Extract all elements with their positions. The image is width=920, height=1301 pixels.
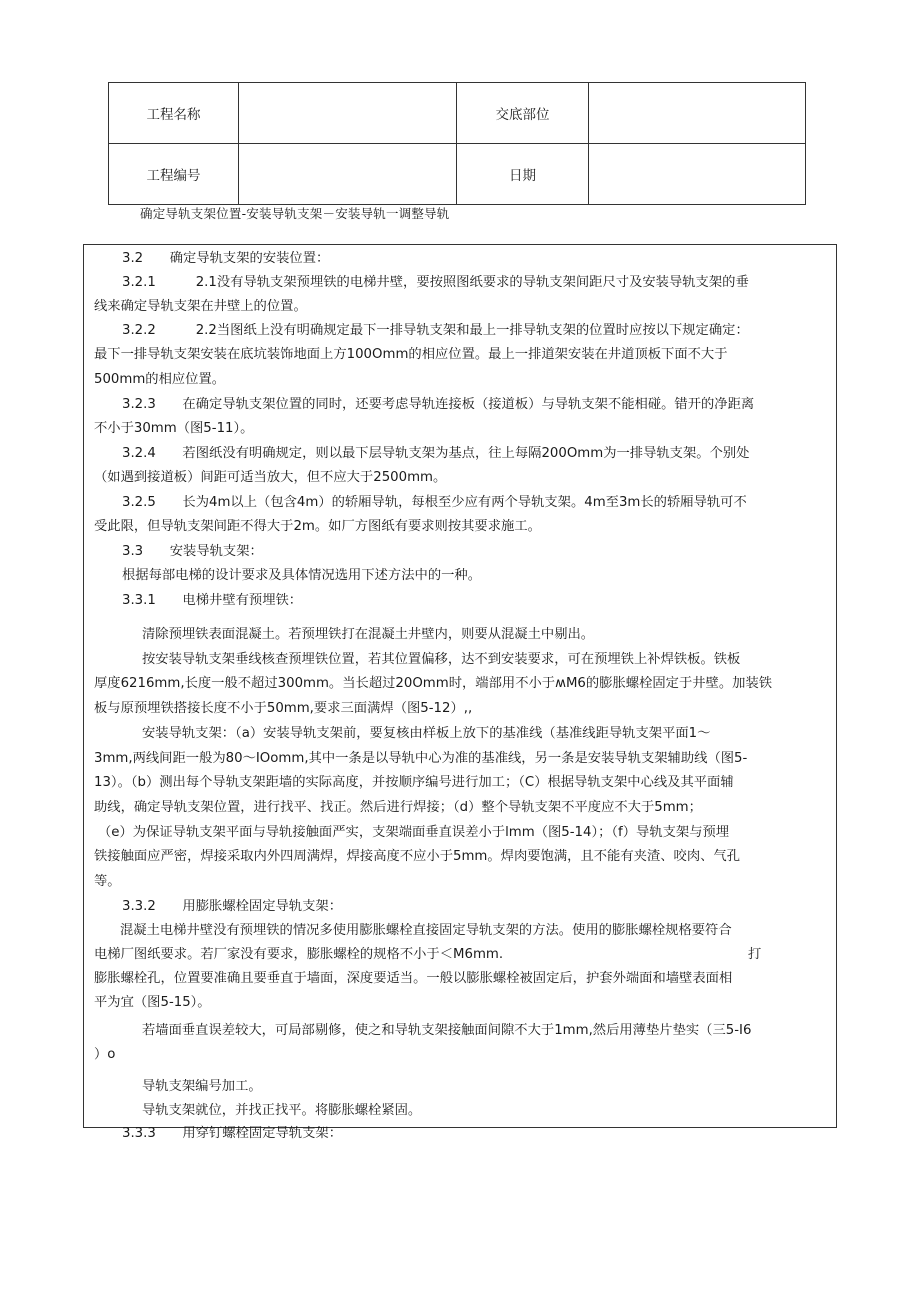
text-line: 3mm,两线间距一般为80〜IOomm,其中一条是以导轨中心为准的基准线，另一条是安装导轨支架辅助线（图5- <box>94 751 748 766</box>
text-line: （如遇到接道板）间距可适当放大，但不应大于2500mm。 <box>94 470 447 485</box>
text-line: 安装导轨支架：（a）安装导轨支架前，要复核由样板上放下的基准线（基准线距导轨支架平面1〜 <box>142 726 711 741</box>
text-line: 导轨支架就位，并找正找平。将膨胀螺栓紧固。 <box>142 1103 422 1118</box>
handover-part-label: 交底部位 <box>457 83 589 144</box>
text-line: 13）。（b）测出每个导轨支架距墙的实际高度，并按顺序编号进行加工；（C）根据导轨支架中心线及其平面辅 <box>94 775 734 790</box>
text-line: 3.3.2 用膨胀螺栓固定导轨支架： <box>122 899 342 914</box>
text-line: 混凝土电梯井壁没有预埋铁的情况多使用膨胀螺栓直接固定导轨支架的方法。使用的膨胀螺栓规格要符合 <box>120 923 732 938</box>
text-line: 按安装导轨支架垂线核查预埋铁位置，若其位置偏移，达不到安装要求，可在预埋铁上补焊铁板。铁板 <box>142 652 741 667</box>
handover-part-value <box>589 83 806 144</box>
date-value <box>589 144 806 205</box>
text-line: ）o <box>94 1047 116 1062</box>
process-flow: 确定导轨支架位置-安装导轨支架－安装导轨一调整导轨 <box>140 206 450 221</box>
text-line: 不小于30mm（图5-11）。 <box>94 421 254 436</box>
text-line: 板与原预埋铁搭接长度不小于50mm,要求三面满焊（图5-12）,, <box>94 701 473 716</box>
text-line: 等。 <box>94 874 121 889</box>
text-line: 清除预埋铁表面混凝土。若预埋铁打在混凝土井壁内，则要从混凝土中剔出。 <box>142 627 595 642</box>
text-line: 厚度6216mm,长度一般不超过300mm。当长超过20Omm时，端部用不小于ʍM6的膨胀螺栓固定于井壁。加装铁 <box>94 676 773 691</box>
text-line: （e）为保证导轨支架平面与导轨接触面严实，支架端面垂直误差小于lmm（图5-14）；（f）导轨支架与预埋 <box>98 825 730 840</box>
text-line: 3.2.5 长为4m以上（包含4m）的轿厢导轨，每根至少应有两个导轨支架。4m至3m长的轿厢导轨可不 <box>122 495 747 510</box>
text-line: 3.3.3 用穿钉螺栓固定导轨支架： <box>122 1126 342 1141</box>
text-line: 根据每部电梯的设计要求及具体情况选用下述方法中的一种。 <box>122 568 482 583</box>
text-line: 助线，确定导轨支架位置，进行找平、找正。然后进行焊接；（d）整个导轨支架不平度应不大于5mm； <box>94 800 702 815</box>
text-line: 膨胀螺栓孔，位置要准确且要垂直于墙面，深度要适当。一般以膨胀螺栓被固定后，护套外端面和墙壁表面相 <box>94 971 733 986</box>
project-no-label: 工程编号 <box>109 144 239 205</box>
header-table <box>108 82 806 205</box>
project-name-value <box>239 83 457 144</box>
text-line: 3.2.3 在确定导轨支架位置的同时，还要考虑导轨连接板（接道板）与导轨支架不能相碰。错开的净距离 <box>122 397 755 412</box>
project-name-label: 工程名称 <box>109 83 239 144</box>
text-line: 铁接触面应严密，焊接采取内外四周满焊，焊接高度不应小于5mm。焊肉要饱满，且不能有夹渣、咬肉、气孔 <box>94 849 741 864</box>
text-line: 3.3.1 电梯井壁有预埋铁： <box>122 593 303 608</box>
text-line: 线来确定导轨支架在井壁上的位置。 <box>94 299 307 314</box>
text-line: 3.2.4 若图纸没有明确规定，则以最下层导轨支架为基点，往上每隔200Omm为一排导轨支架。个别处 <box>122 446 750 461</box>
text-line: 受此限，但导轨支架间距不得大于2m。如厂方图纸有要求则按其要求施工。 <box>94 519 541 534</box>
content-box <box>83 244 837 1141</box>
text-line: 电梯厂图纸要求。若厂家没有要求，膨胀螺栓的规格不小于＜M6mm. <box>94 947 504 962</box>
text-line: 3.2.1 2.1没有导轨支架预埋铁的电梯井壁，要按照图纸要求的导轨支架间距尺寸及安装导轨支架的垂 <box>122 275 749 290</box>
text-line: 若墙面垂直误差较大，可局部剔修，使之和导轨支架接触面间隙不大于1mm,然后用薄垫片垫实（三5-I6 <box>142 1023 752 1038</box>
text-line: 平为宜（图5-15）。 <box>94 995 211 1010</box>
text-line: 3.3 安装导轨支架： <box>122 544 263 559</box>
text-line: 导轨支架编号加工。 <box>142 1079 262 1094</box>
text-line: 打 <box>748 947 762 962</box>
date-label: 日期 <box>457 144 589 205</box>
text-line: 3.2.2 2.2当图纸上没有明确规定最下一排导轨支架和最上一排导轨支架的位置时应按以下规定确定： <box>122 323 749 338</box>
text-line: 最下一排导轨支架安装在底坑装饰地面上方100Omm的相应位置。最上一排道架安装在井道顶板下面不大于 <box>94 347 728 362</box>
text-line: 500mm的相应位置。 <box>94 372 226 387</box>
text-line: 3.2 确定导轨支架的安装位置： <box>122 251 330 266</box>
project-no-value <box>239 144 457 205</box>
